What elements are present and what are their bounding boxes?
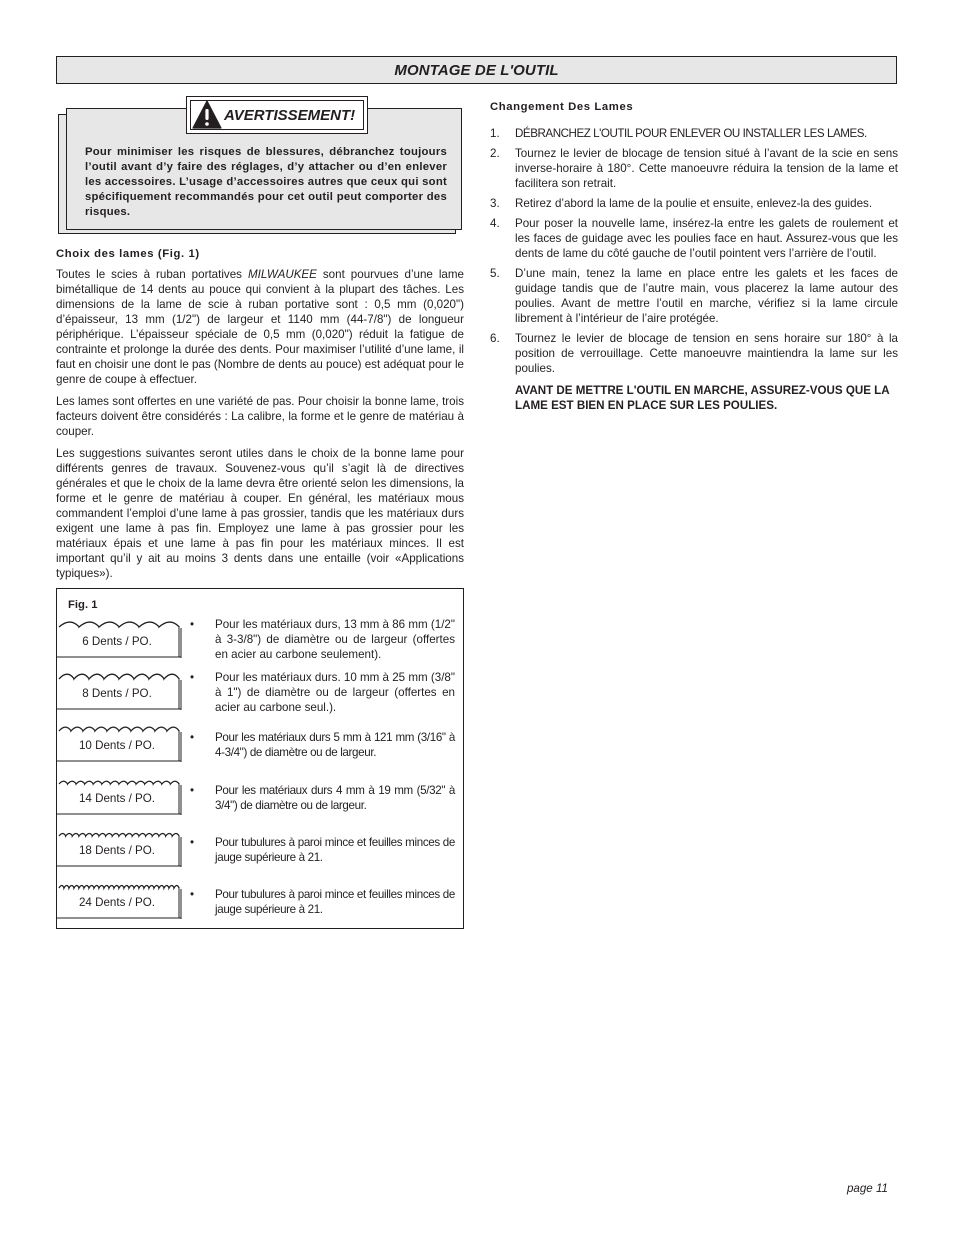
bullet-icon: • [190, 784, 195, 797]
blade-choice-paragraph-2: Les lames sont offertes en une variété de pas. Pour choisir la bonne lame, trois facteurs doivent être considérés : La calibre, la forme et le genre de matériau à couper. [56, 395, 464, 438]
figure-1 [56, 588, 464, 929]
blade-sample [57, 669, 182, 709]
blade-note [191, 670, 455, 715]
list-item [490, 146, 898, 191]
blade-note-text: Pour les matériaux durs 5 mm à 121 mm (3/16" à 4-3/4") de diamètre ou de largeur. [215, 731, 455, 759]
blade-choice-paragraph-1: Toutes le scies à ruban portatives MILWAUKEE sont pourvues d’une lame bimétallique de 14 dents au pouce qui convient à la plupart des tâches. Les dimensions de la lame de scie à ruban portative sont : 0,5 mm (0,020") d’épaisseur, 13 mm (1/2") de largeur et 1140 mm (44-7/8") de longueur périphérique. L’épaisseur spéciale de 0,5 mm (0,020") réduit la fatigue de contrainte et prolonge la durée des dents. Pour maximiser l’utilité d’une lame, il faut en choisir une dont le pas (Nombre de dents au pouce) est adéquat pour le genre de coupe à effectuer. [56, 268, 464, 386]
blade-change-steps [490, 126, 898, 376]
blade-teeth [59, 781, 179, 784]
blade-teeth [59, 727, 179, 731]
step-number: 6. [490, 332, 500, 345]
step-text: Tournez le levier de blocage de tension en sens horaire sur 180° à la position de verrouillage. Cette manoeuvre maintiendra la lame sur les poulies. [515, 332, 898, 375]
step-number: 2. [490, 147, 500, 160]
warning-box [58, 100, 464, 236]
page-number: page 11 [846, 1182, 888, 1195]
section-header [56, 56, 897, 84]
blade-sample [57, 878, 182, 918]
section-title: MONTAGE DE L'OUTIL [394, 61, 559, 79]
blade-sample [57, 826, 182, 866]
warning-text: Pour minimiser les risques de blessures, débranchez toujours l’outil avant d’y faire des réglages, d’y attacher ou d’en enlever les accessoires. L’usage d’accessoires autres que ceux qui sont spécifiquement recommandés pour cet outil peut comporter des risques. [85, 146, 447, 218]
blade-note-text: Pour tubulures à paroi mince et feuilles minces de jauge supérieure à 21. [215, 888, 455, 916]
list-item [490, 266, 898, 326]
blade-label: 18 Dents / PO. [78, 844, 156, 857]
figure-label: Fig. 1 [68, 599, 98, 611]
blade-note [191, 783, 455, 813]
blade-note [191, 887, 455, 917]
bullet-icon: • [190, 618, 195, 631]
bullet-icon: • [190, 671, 195, 684]
step-text: Pour poser la nouvelle lame, insérez-la entre les galets de roulement et les faces de guidage avec les poulies face en haut. Assurez-vous que les dents de lame du côté gauche de l’outil pointent vers l’arrière de l’outil. [515, 217, 898, 260]
blade-note-text: Pour les matériaux durs. 10 mm à 25 mm (3/8" à 1") de diamètre ou de largeur (offertes en acier au carbone seul.). [215, 671, 455, 714]
blade-choice-paragraph-3: Les suggestions suivantes seront utiles dans le choix de la bonne lame pour différents genres de travaux. Souvenez-vous qu’il s’agit là de directives générales et que le choix de la lame devra être orienté selon les dimensions, la forme et le genre de matériau à couper. En général, les matériaux mous commandent l’emploi d’une lame à pas grossier, tandis que les matériaux durs exigent une lame à pas fin. Employez une lame à pas grossier pour les matériaux épais et une lame à pas fin pour les matériaux minces. Il est important qu’il y ait au moins 3 dents dans une entaille (voir «Applications typiques»). [56, 447, 464, 580]
blade-teeth [59, 622, 179, 627]
blade-label: 14 Dents / PO. [78, 792, 156, 805]
step-number: 1. [490, 127, 500, 140]
step-text: Tournez le levier de blocage de tension situé à l’avant de la scie en sens inverse-horaire à 180°. Cette manoeuvre réduira la tension de la lame et facilitera son retrait. [515, 147, 898, 190]
left-column [56, 100, 464, 588]
step-number: 3. [490, 197, 500, 210]
blade-sample [57, 721, 182, 761]
bullet-icon: • [190, 888, 195, 901]
bullet-icon: • [190, 731, 195, 744]
warning-label-box [186, 96, 368, 134]
blade-label: 10 Dents / PO. [78, 739, 156, 752]
list-item [490, 216, 898, 261]
warning-label: AVERTISSEMENT! [224, 106, 356, 124]
step-number: 4. [490, 217, 500, 230]
blade-teeth [59, 886, 179, 888]
right-column [490, 100, 898, 413]
list-item [490, 196, 898, 211]
blade-note-text: Pour les matériaux durs 4 mm à 19 mm (5/32" à 3/4") de diamètre ou de largeur. [215, 784, 455, 812]
step-text: DÉBRANCHEZ L'OUTIL POUR ENLEVER OU INSTALLER LES LAMES. [515, 127, 867, 140]
list-item [490, 331, 898, 376]
blade-label: 24 Dents / PO. [78, 896, 156, 909]
blade-note-text: Pour les matériaux durs, 13 mm à 86 mm (1/2" à 3-3/8") de diamètre ou de largeur (offertes en acier au carbone seulement). [215, 618, 455, 661]
list-item [490, 126, 898, 141]
blade-note [191, 730, 455, 760]
step-text: D’une main, tenez la lame en place entre les galets et les faces de guidage tandis que de l’autre main, vous placerez la lame autour des poulies. Avant de mettre l’outil en marche, vérifiez si la lame circule librement à l’intérieur de l’aire protégée. [515, 267, 898, 325]
blade-change-final-note: AVANT DE METTRE L'OUTIL EN MARCHE, ASSUREZ-VOUS QUE LA LAME EST BIEN EN PLACE SUR LES POULIES. [515, 384, 890, 412]
warning-triangle-icon [192, 100, 222, 130]
blade-sample [57, 617, 182, 657]
blade-sample [57, 774, 182, 814]
blade-note-text: Pour tubulures à paroi mince et feuilles minces de jauge supérieure à 21. [215, 836, 455, 864]
blade-teeth [59, 674, 179, 679]
bullet-icon: • [190, 836, 195, 849]
step-number: 5. [490, 267, 500, 280]
blade-label: 8 Dents / PO. [82, 687, 152, 700]
step-text: Retirez d’abord la lame de la poulie et ensuite, enlevez-la des guides. [515, 197, 873, 210]
blade-label: 6 Dents / PO. [82, 635, 152, 648]
blade-teeth [59, 834, 179, 836]
blade-choice-heading: Choix des lames (Fig. 1) [56, 248, 200, 260]
blade-note [191, 617, 455, 662]
blade-choice-section [56, 247, 464, 581]
brand-name: MILWAUKEE [247, 268, 317, 281]
blade-note [191, 835, 455, 865]
blade-change-heading: Changement Des Lames [490, 101, 634, 113]
